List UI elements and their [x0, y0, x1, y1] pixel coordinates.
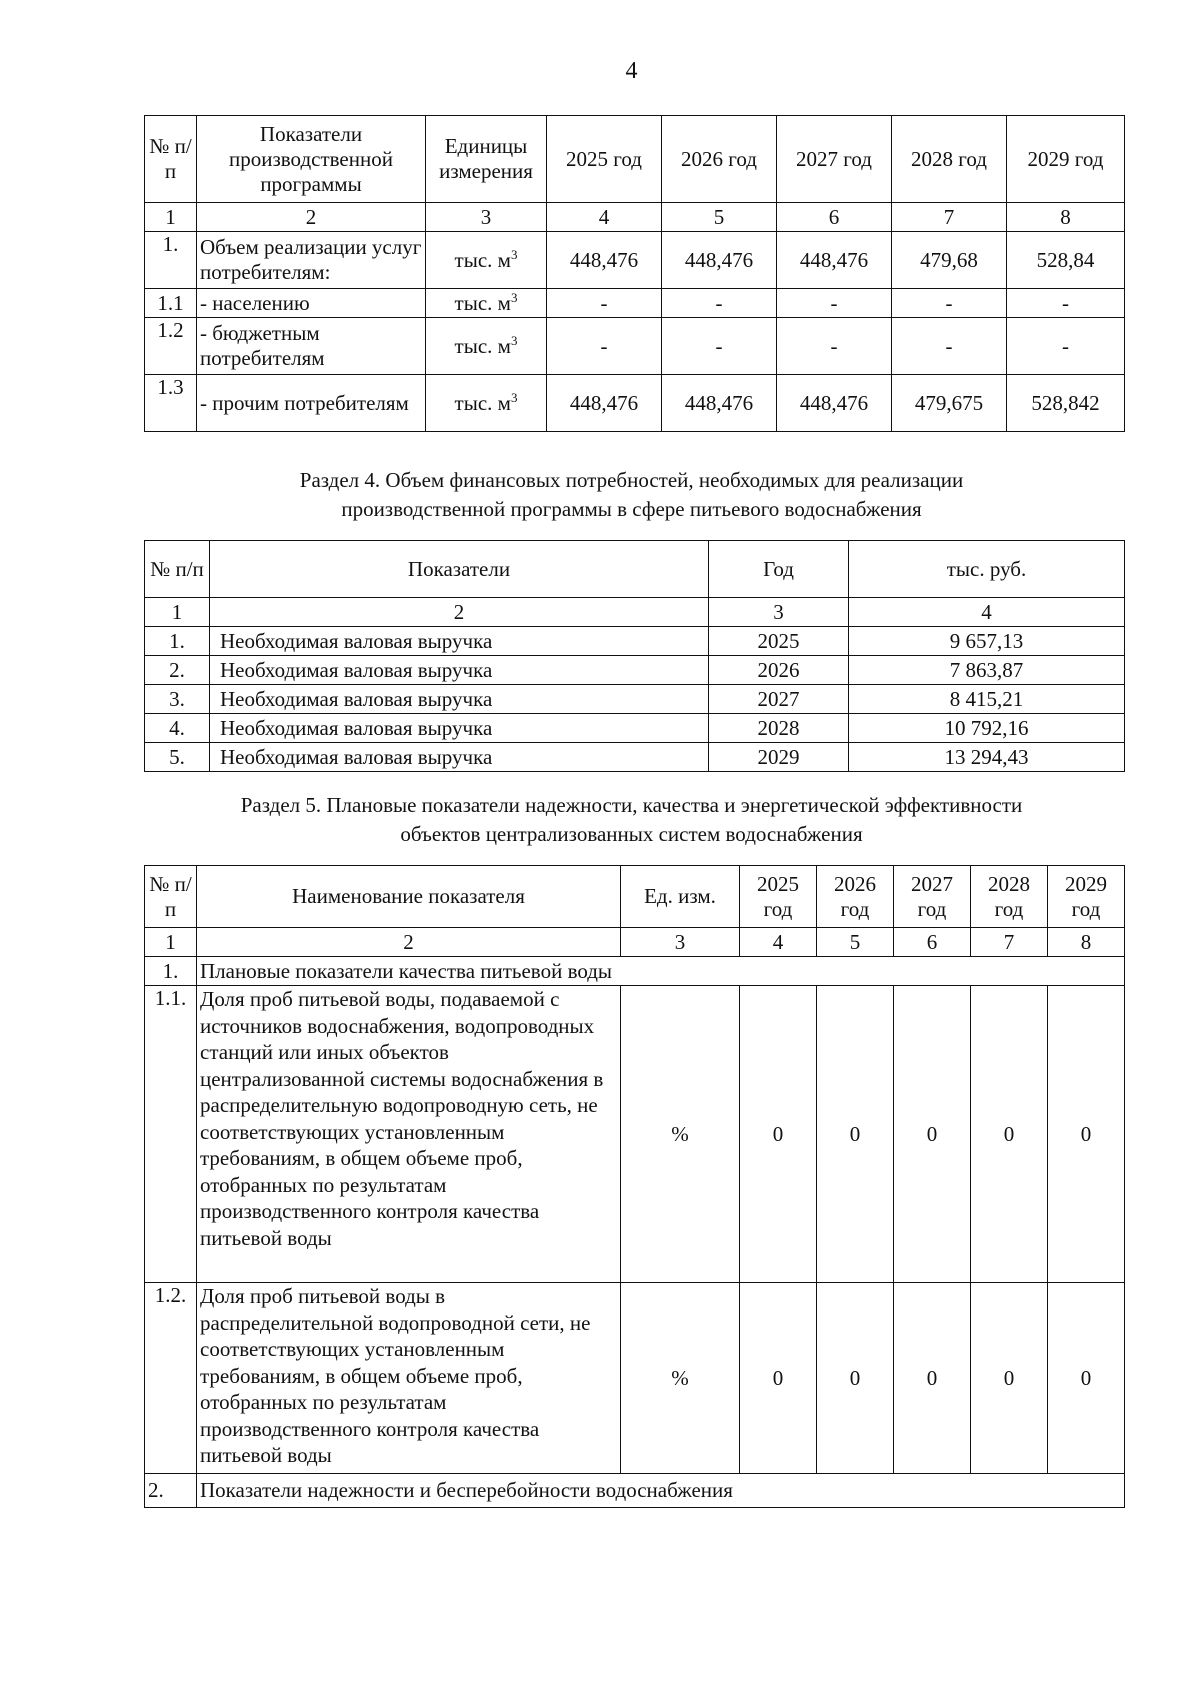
header-cell: 2026 год [817, 866, 894, 928]
column-number: 6 [777, 203, 892, 232]
section-5-title-line-1: Раздел 5. Плановые показатели надежности, качества и энергетической эффективности [240, 793, 1023, 817]
header-cell: 2028 год [971, 866, 1048, 928]
header-cell: 2029 год [1007, 116, 1125, 203]
production-program-table [144, 115, 1125, 432]
value-cell: 448,476 [547, 375, 662, 432]
value-cell: 0 [971, 1283, 1048, 1474]
group-number: 1. [145, 957, 197, 986]
value-cell: 448,476 [777, 232, 892, 289]
column-number: 8 [1007, 203, 1125, 232]
group-row [145, 957, 1125, 986]
column-number: 2 [197, 203, 426, 232]
row-number: 1.2 [145, 318, 197, 375]
indicator-name: Необходимая валовая выручка [210, 656, 709, 685]
table-row [145, 627, 1125, 656]
header-cell: Наименование показателя [197, 866, 621, 928]
value-cell: 528,842 [1007, 375, 1125, 432]
year-cell: 2025 [709, 627, 849, 656]
header-cell: Ед. изм. [621, 866, 740, 928]
value-cell: - [662, 318, 777, 375]
column-number: 1 [145, 203, 197, 232]
value-cell: 0 [740, 1283, 817, 1474]
year-cell: 2027 [709, 685, 849, 714]
table-header-row [145, 541, 1125, 598]
value-cell: - [662, 289, 777, 318]
group-title: Показатели надежности и бесперебойности водоснабжения [197, 1474, 1125, 1508]
value-cell: 7 863,87 [849, 656, 1125, 685]
indicator-name: - населению [197, 289, 426, 318]
row-number: 1.2. [145, 1283, 197, 1474]
indicator-name: Доля проб питьевой воды в распределительной водопроводной сети, не соответствующих установленным требованиям, в общем объеме проб, отобранных по результатам производственного контроля качества питьевой воды [197, 1283, 621, 1474]
column-number: 2 [210, 598, 709, 627]
column-number: 1 [145, 928, 197, 957]
row-number: 1.1 [145, 289, 197, 318]
column-number: 4 [547, 203, 662, 232]
indicator-name: Необходимая валовая выручка [210, 743, 709, 772]
unit-cell: % [621, 986, 740, 1283]
indicator-name: Необходимая валовая выручка [210, 685, 709, 714]
indicator-name: Доля проб питьевой воды, подаваемой с источников водоснабжения, водопроводных станций или иных объектов централизованной системы водоснабжения в распределительную водопроводную сеть, не соответствующих установленным требованиям, в общем объеме проб, отобранных по результатам производственного контроля качества питьевой воды [197, 986, 621, 1283]
column-number-row [145, 928, 1125, 957]
unit-cell [426, 375, 547, 432]
year-cell: 2029 [709, 743, 849, 772]
column-number-row [145, 203, 1125, 232]
value-cell: 479,68 [892, 232, 1007, 289]
value-cell: 0 [1048, 1283, 1125, 1474]
unit-text: тыс. м [454, 390, 511, 415]
table-row [145, 714, 1125, 743]
column-number: 4 [849, 598, 1125, 627]
header-cell: 2026 год [662, 116, 777, 203]
value-cell: - [547, 318, 662, 375]
reliability-indicators-table [144, 865, 1125, 1508]
group-number: 2. [145, 1474, 197, 1508]
unit-cell [426, 289, 547, 318]
column-number: 8 [1048, 928, 1125, 957]
table-row [145, 656, 1125, 685]
section-5-heading [0, 791, 1200, 849]
row-number: 1.3 [145, 375, 197, 432]
value-cell: 0 [817, 1283, 894, 1474]
section-5-title-line-2: объектов централизованных систем водоснабжения [400, 822, 863, 846]
table-header-row [145, 116, 1125, 203]
header-cell: 2028 год [892, 116, 1007, 203]
table-row [145, 232, 1125, 289]
indicator-name: - бюджетным потребителям [197, 318, 426, 375]
value-cell: - [892, 318, 1007, 375]
unit-exponent: 3 [510, 246, 518, 262]
year-cell: 2028 [709, 714, 849, 743]
unit-text: тыс. м [454, 333, 511, 358]
value-cell: 0 [894, 986, 971, 1283]
value-cell: 0 [740, 986, 817, 1283]
unit-cell: % [621, 1283, 740, 1474]
indicator-name: - прочим потребителям [197, 375, 426, 432]
row-number: 4. [145, 714, 210, 743]
value-cell: - [1007, 289, 1125, 318]
unit-text: тыс. м [454, 290, 511, 315]
column-number: 5 [817, 928, 894, 957]
unit-cell [426, 232, 547, 289]
row-number: 3. [145, 685, 210, 714]
header-cell: Показатели [210, 541, 709, 598]
header-cell: 2027 год [894, 866, 971, 928]
value-cell: 9 657,13 [849, 627, 1125, 656]
value-cell: 528,84 [1007, 232, 1125, 289]
value-cell: - [892, 289, 1007, 318]
section-4-title-line-2: производственной программы в сфере питьевого водоснабжения [341, 497, 922, 521]
table-row [145, 986, 1125, 1283]
value-cell: 479,675 [892, 375, 1007, 432]
column-number: 3 [426, 203, 547, 232]
value-cell: 0 [1048, 986, 1125, 1283]
column-number: 1 [145, 598, 210, 627]
value-cell: 13 294,43 [849, 743, 1125, 772]
column-number: 7 [971, 928, 1048, 957]
column-number: 2 [197, 928, 621, 957]
value-cell: 8 415,21 [849, 685, 1125, 714]
header-cell: 2025 год [547, 116, 662, 203]
table-row [145, 685, 1125, 714]
value-cell: 0 [894, 1283, 971, 1474]
section-4-heading [0, 466, 1200, 524]
row-number: 2. [145, 656, 210, 685]
value-cell: 448,476 [547, 232, 662, 289]
table-row [145, 743, 1125, 772]
header-cell: Показатели производственной программы [197, 116, 426, 203]
column-number: 5 [662, 203, 777, 232]
header-cell: № п/п [145, 116, 197, 203]
table-row [145, 1283, 1125, 1474]
unit-exponent: 3 [510, 332, 518, 348]
header-cell: 2025 год [740, 866, 817, 928]
page-number: 4 [625, 58, 638, 84]
value-cell: 448,476 [662, 232, 777, 289]
year-cell: 2026 [709, 656, 849, 685]
row-number: 5. [145, 743, 210, 772]
row-number: 1. [145, 627, 210, 656]
unit-exponent: 3 [510, 289, 518, 305]
header-cell: № п/п [145, 866, 197, 928]
row-number: 1.1. [145, 986, 197, 1283]
value-cell: - [777, 289, 892, 318]
table-row [145, 318, 1125, 375]
indicator-name: Необходимая валовая выручка [210, 627, 709, 656]
column-number: 4 [740, 928, 817, 957]
column-number-row [145, 598, 1125, 627]
header-cell: 2027 год [777, 116, 892, 203]
header-cell: 2029 год [1048, 866, 1125, 928]
column-number: 6 [894, 928, 971, 957]
unit-cell [426, 318, 547, 375]
value-cell: - [547, 289, 662, 318]
unit-exponent: 3 [510, 389, 518, 405]
unit-text: тыс. м [454, 247, 511, 272]
value-cell: 448,476 [777, 375, 892, 432]
group-title: Плановые показатели качества питьевой воды [197, 957, 1125, 986]
header-cell: № п/п [145, 541, 210, 598]
header-cell: тыс. руб. [849, 541, 1125, 598]
indicator-name: Необходимая валовая выручка [210, 714, 709, 743]
value-cell: - [777, 318, 892, 375]
value-cell: 448,476 [662, 375, 777, 432]
header-cell: Год [709, 541, 849, 598]
column-number: 3 [709, 598, 849, 627]
financial-needs-table [144, 540, 1125, 772]
column-number: 3 [621, 928, 740, 957]
value-cell: 10 792,16 [849, 714, 1125, 743]
header-cell: Единицы измерения [426, 116, 547, 203]
indicator-name: Объем реализации услуг потребителям: [197, 232, 426, 289]
table-row [145, 375, 1125, 432]
value-cell: 0 [817, 986, 894, 1283]
row-number: 1. [145, 232, 197, 289]
table-row [145, 289, 1125, 318]
section-4-title-line-1: Раздел 4. Объем финансовых потребностей, необходимых для реализации [299, 468, 964, 492]
value-cell: - [1007, 318, 1125, 375]
value-cell: 0 [971, 986, 1048, 1283]
column-number: 7 [892, 203, 1007, 232]
group-row [145, 1474, 1125, 1508]
table-header-row [145, 866, 1125, 928]
